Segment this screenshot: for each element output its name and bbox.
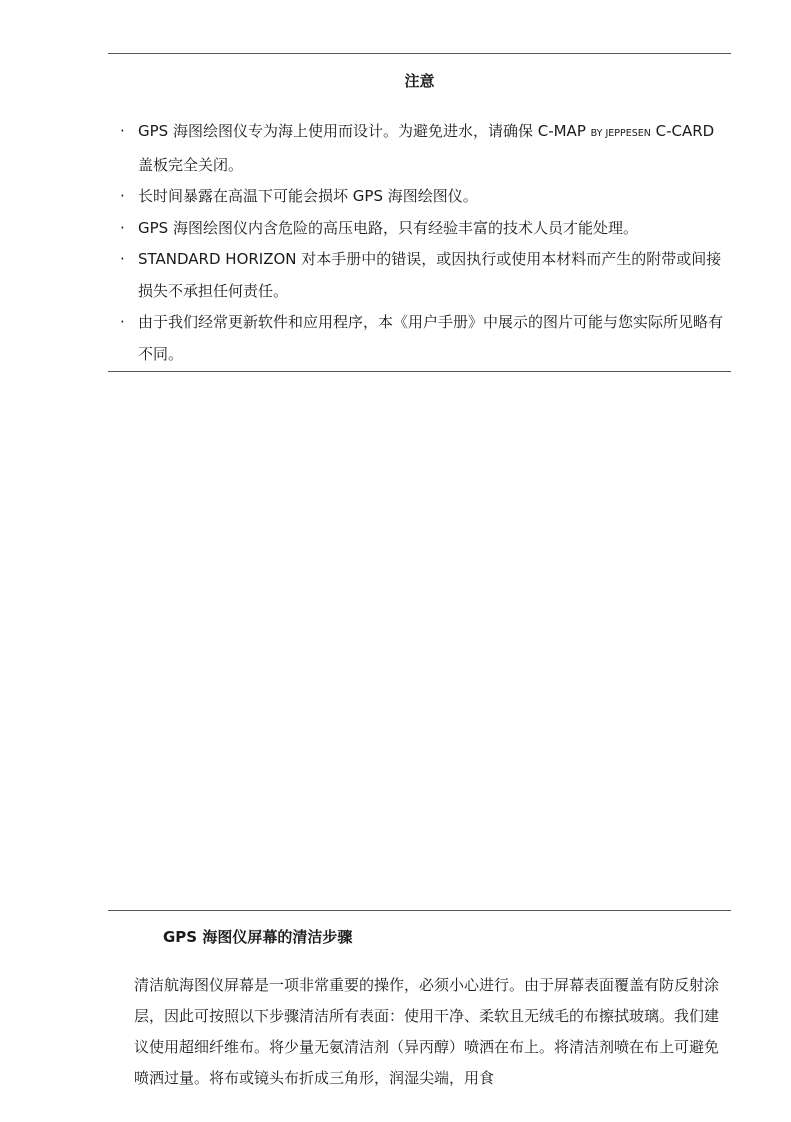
bullet-icon: ·	[120, 218, 125, 237]
bullet-icon: ·	[120, 250, 125, 268]
list-item-text: GPS 海图绘图仪内含危险的高压电路，只有经验丰富的技术人员才能处理。	[138, 218, 638, 237]
list-item	[108, 307, 731, 370]
notice-title: 注意	[404, 72, 435, 90]
bullet-icon: ·	[120, 122, 125, 140]
list-item-text: STANDARD HORIZON 对本手册中的错误，或因执行或使用本材料而产生的附带或间接损失不承担任何责任。	[138, 250, 722, 300]
section-body: 清洁航海图仪屏幕是一项非常重要的操作，必须小心进行。由于屏幕表面覆盖有防反射涂层，因此可按照以下步骤清洁所有表面：使用干净、柔软且无绒毛的布擦拭玻璃。我们建议使用超细纤维布。将少量无氨清洁剂（异丙醇）喷洒在布上。将清洁剂喷在布上可避免喷洒过量。将布或镜头布折成三角形，润湿尖端，用食	[134, 976, 720, 1087]
list-item	[108, 116, 731, 181]
list-item-text: 长时间暴露在高温下可能会损坏 GPS 海图绘图仪。	[138, 187, 478, 205]
section-top-rule	[108, 910, 731, 911]
notice-top-rule	[108, 53, 731, 54]
notice-list	[108, 116, 731, 370]
list-item	[108, 181, 731, 213]
list-item-text: 由于我们经常更新软件和应用程序，本《用户手册》中展示的图片可能与您实际所见略有不同。	[138, 313, 724, 363]
list-item-text: GPS 海图绘图仪专为海上使用而设计。为避免进水，请确保 C-MAP	[138, 122, 591, 140]
notice-bottom-rule	[108, 371, 731, 372]
bullet-icon: ·	[120, 313, 125, 331]
bullet-icon: ·	[120, 187, 125, 205]
list-item	[108, 244, 731, 307]
list-item-text-cont: C-CARD 盖板完全关闭。	[138, 122, 715, 174]
brand-small-caps: BY JEPPESEN	[590, 128, 651, 139]
section-title: GPS 海图仪屏幕的清洁步骤	[163, 928, 353, 946]
list-item	[108, 213, 731, 245]
